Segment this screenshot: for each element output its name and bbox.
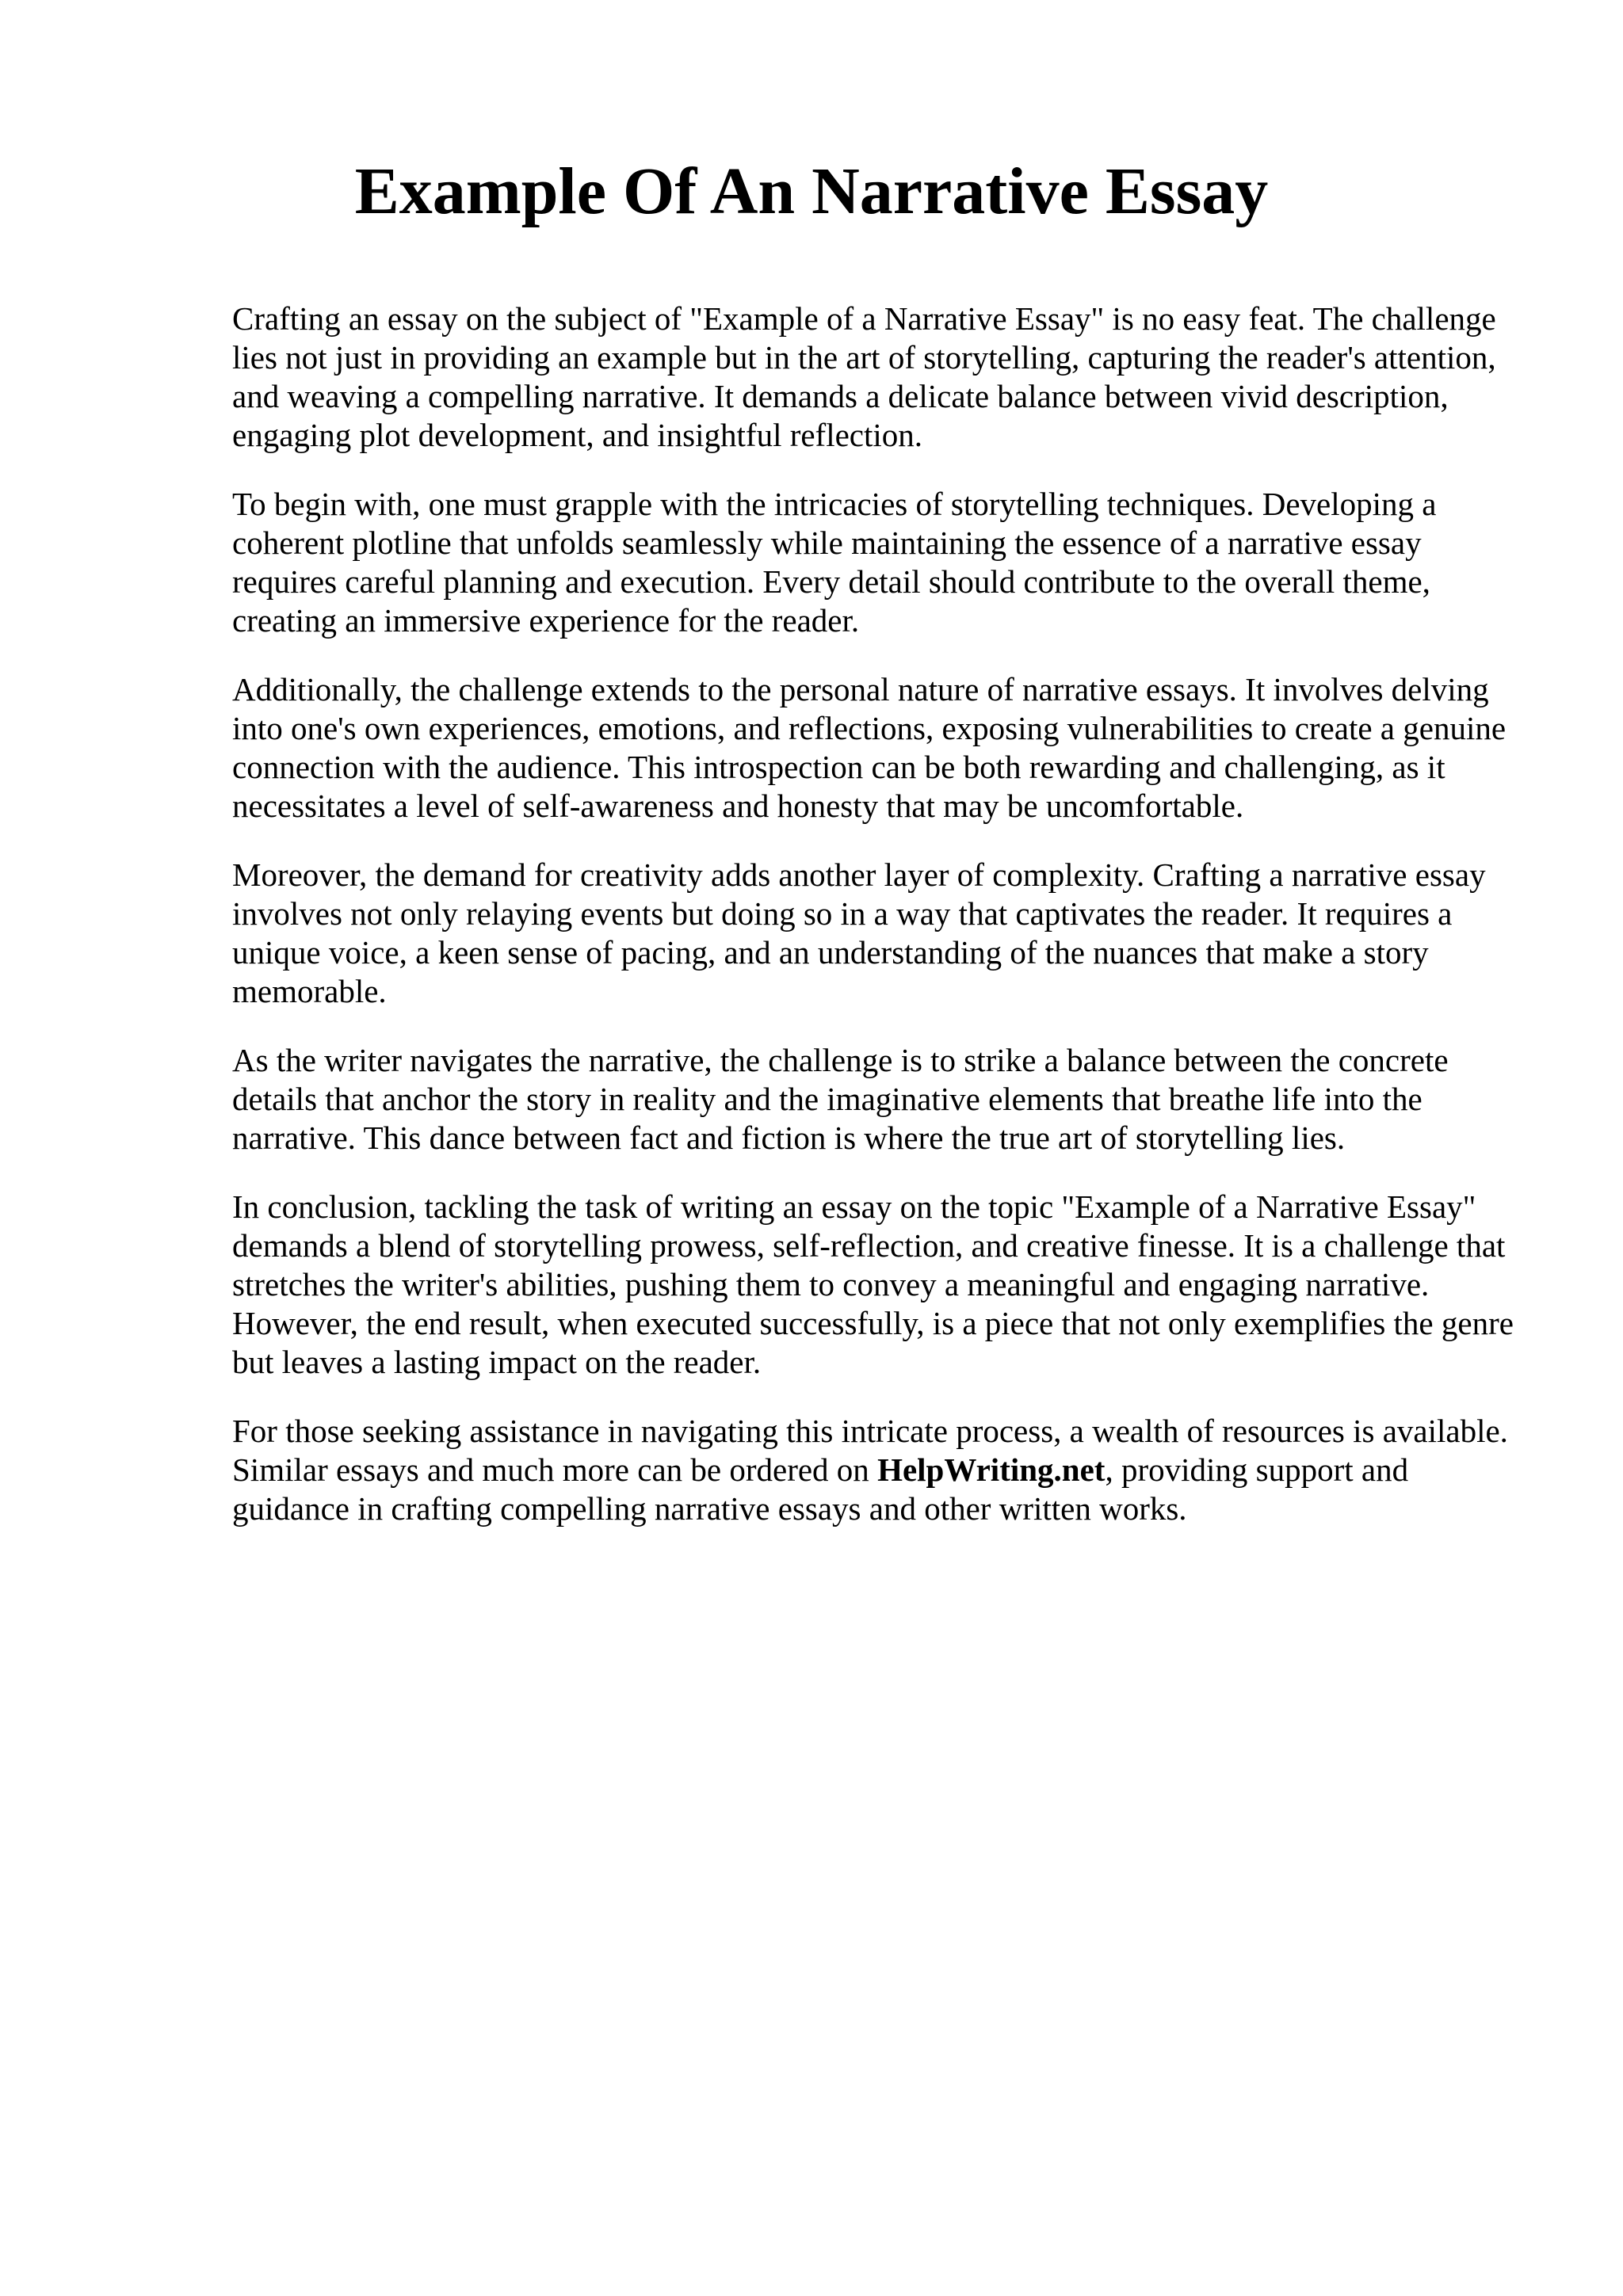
paragraph-2: To begin with, one must grapple with the intricacies of storytelling techniques. Developing a coherent plotline that unfolds seamlessly while maintaining the essence of a narrative essay requires careful planning and execution. Every detail should contribute to the overall theme, creating an immersive experience for the reader.	[232, 486, 1437, 639]
helpwriting-link[interactable]: HelpWriting.net	[877, 1451, 1106, 1488]
paragraph-7-text-after: , providing support and guidance in crafting compelling narrative essays and other written works.	[232, 1451, 1409, 1527]
document-body	[232, 299, 1532, 1558]
document-title: Example Of An Narrative Essay	[354, 154, 1269, 228]
paragraph-4: Moreover, the demand for creativity adds another layer of complexity. Crafting a narrative essay involves not only relaying events but doing so in a way that captivates the reader. It requires a unique voice, a keen sense of pacing, and an understanding of the nuances that make a story memorable.	[232, 856, 1486, 1009]
paragraph-3: Additionally, the challenge extends to the personal nature of narrative essays. It involves delving into one's own experiences, emotions, and reflections, exposing vulnerabilities to create a genuine connection with the audience. This introspection can be both rewarding and challenging, as it necessitates a level of self-awareness and honesty that may be uncomfortable.	[232, 671, 1507, 824]
paragraph-6: In conclusion, tackling the task of writing an essay on the topic "Example of a Narrative Essay" demands a blend of storytelling prowess, self-reflection, and creative finesse. It is a challenge that stretches the writer's abilities, pushing them to convey a meaningful and engaging narrative. However, the end result, when executed successfully, is a piece that not only exemplifies the genre but leaves a lasting impact on the reader.	[232, 1188, 1514, 1380]
paragraph-7	[232, 1412, 1532, 1528]
paragraph-7-text-before: For those seeking assistance in navigating this intricate process, a wealth of resources is available. Similar essays and much more can be ordered on	[232, 1413, 1508, 1488]
paragraph-5: As the writer navigates the narrative, the challenge is to strike a balance between the concrete details that anchor the story in reality and the imaginative elements that breathe life into the narrative. This dance between fact and fiction is where the true art of storytelling lies.	[232, 1042, 1449, 1156]
paragraph-1: Crafting an essay on the subject of "Example of a Narrative Essay" is no easy feat. The challenge lies not just in providing an example but in the art of storytelling, capturing the reader's attention, and weaving a compelling narrative. It demands a delicate balance between vivid description, engaging plot development, and insightful reflection.	[232, 300, 1496, 453]
